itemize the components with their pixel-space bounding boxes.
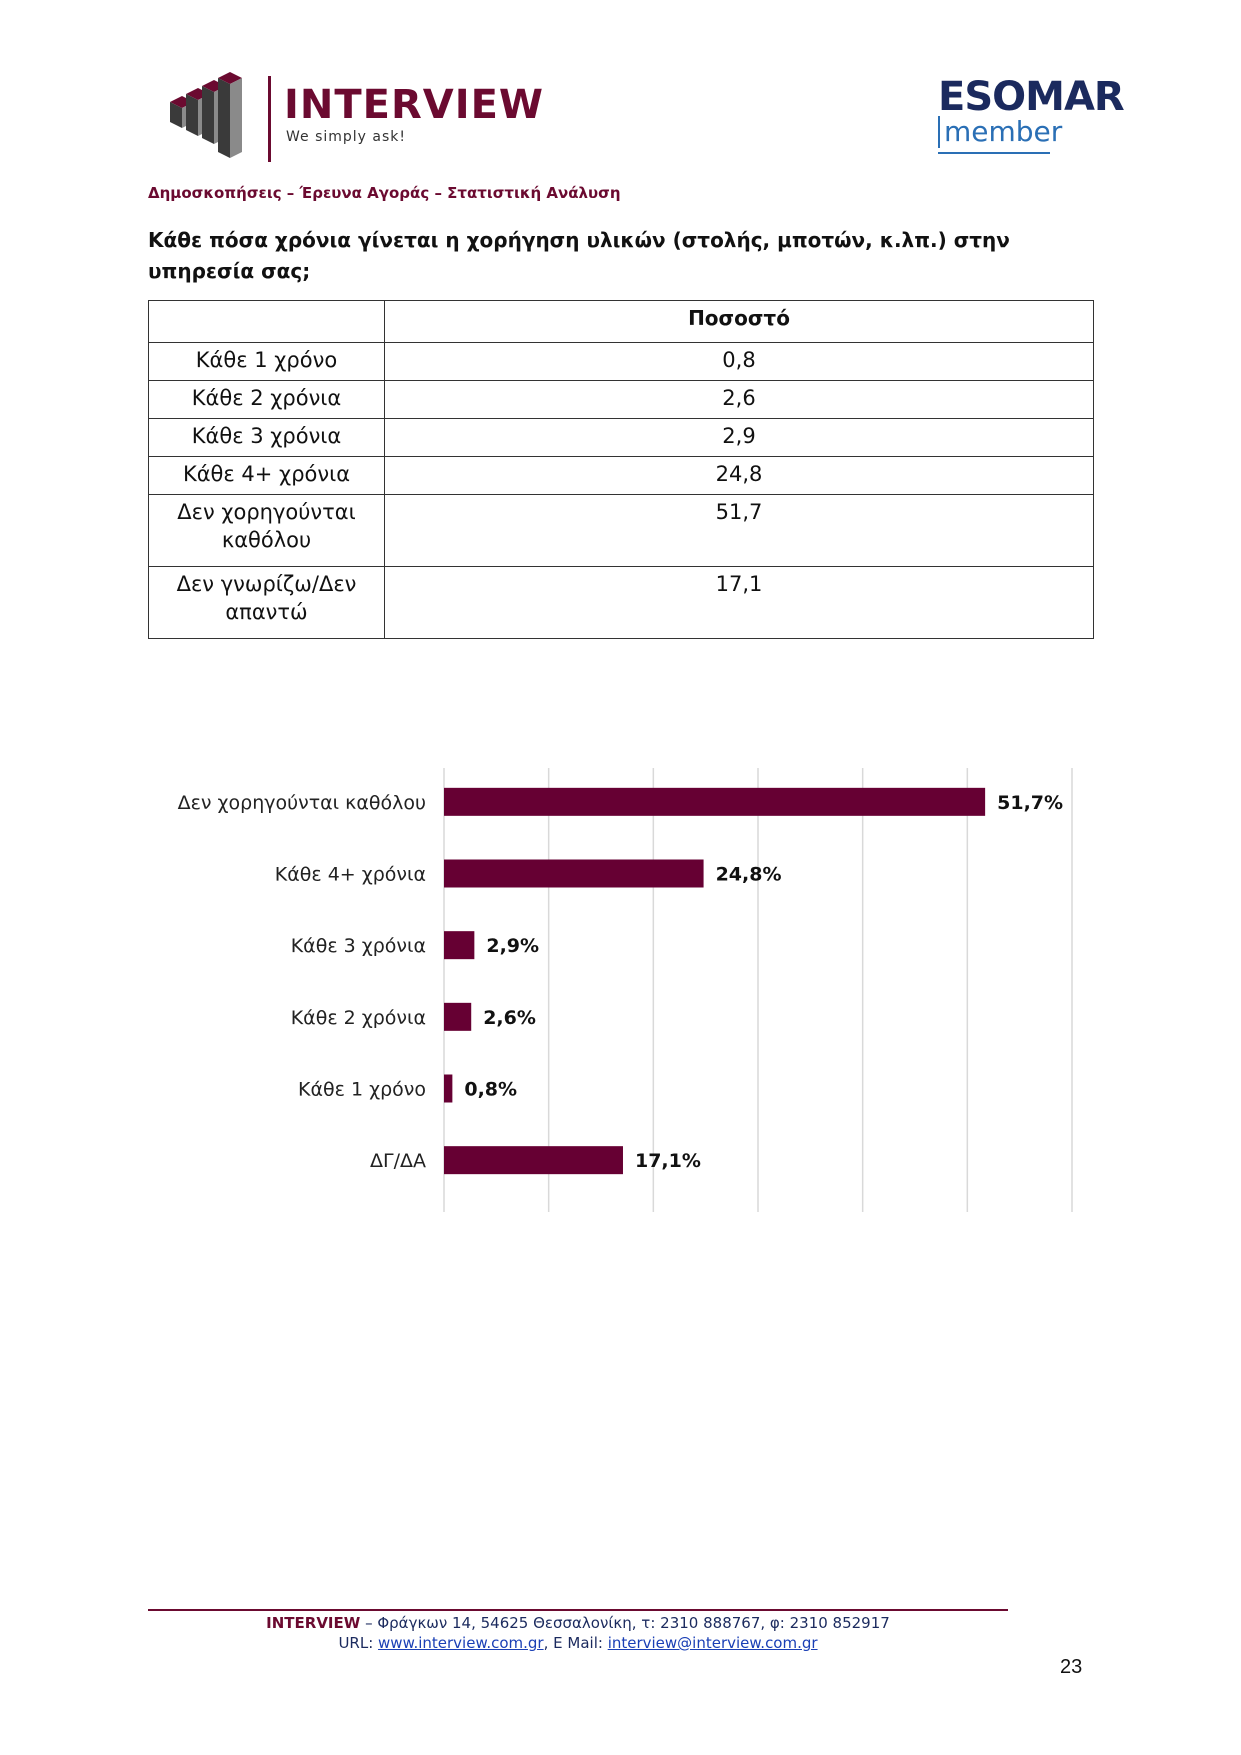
footer-address	[148, 1614, 1008, 1632]
esomar-logo-name: ESOMAR	[938, 74, 1124, 120]
bar	[444, 1146, 623, 1174]
category-label: Κάθε 1 χρόνο	[298, 1078, 426, 1101]
table-row	[149, 567, 1094, 639]
table-row	[149, 457, 1094, 495]
footer-url-link[interactable]: www.interview.com.gr	[378, 1634, 544, 1652]
row-value: 2,6	[385, 381, 1094, 419]
footer-address-text: – Φράγκων 14, 54625 Θεσσαλονίκη, τ: 2310 888767, φ: 2310 852917	[360, 1614, 890, 1632]
row-label: Δεν χορηγούνται καθόλου	[149, 495, 385, 567]
table-header-cell: Ποσοστό	[385, 301, 1094, 343]
row-value: 51,7	[385, 495, 1094, 567]
category-label: Κάθε 3 χρόνια	[290, 935, 426, 958]
question-title: Κάθε πόσα χρόνια γίνεται η χορήγηση υλικών (στολής, μποτών, κ.λπ.) στην υπηρεσία σας;	[148, 228, 1010, 283]
row-label: Κάθε 4+ χρόνια	[149, 457, 385, 495]
brand-tagline: We simply ask!	[286, 129, 407, 145]
table-row	[149, 495, 1094, 567]
footer-divider	[148, 1609, 1008, 1611]
company-subtitle: Δημοσκοπήσεις – Έρευνα Αγοράς – Στατιστική Ανάλυση	[148, 184, 621, 202]
results-table	[148, 300, 1094, 639]
footer-email-label: , E Mail:	[543, 1634, 608, 1652]
row-label: Κάθε 2 χρόνια	[149, 381, 385, 419]
footer-contact	[148, 1634, 1008, 1652]
row-value: 0,8	[385, 343, 1094, 381]
bar	[444, 931, 474, 959]
bar	[444, 1003, 471, 1031]
category-label: Κάθε 2 χρόνια	[290, 1006, 426, 1029]
category-label: Κάθε 4+ χρόνια	[274, 863, 426, 886]
data-label: 51,7%	[997, 791, 1064, 814]
category-label: ΔΓ/ΔΑ	[370, 1150, 426, 1173]
category-label: Δεν χορηγούνται καθόλου	[177, 791, 426, 814]
interview-logo-mark	[168, 72, 260, 164]
table-row	[149, 343, 1094, 381]
row-value: 24,8	[385, 457, 1094, 495]
table-header-cell	[149, 301, 385, 343]
data-label: 2,9%	[486, 935, 540, 958]
row-value: 17,1	[385, 567, 1094, 639]
row-value: 2,9	[385, 419, 1094, 457]
bar-chart	[140, 760, 1090, 1250]
row-label: Κάθε 3 χρόνια	[149, 419, 385, 457]
table-row	[149, 381, 1094, 419]
footer-url-label: URL:	[338, 1634, 379, 1652]
table-header-row	[149, 301, 1094, 343]
esomar-logo-member: member	[938, 116, 1062, 148]
esomar-underline	[938, 152, 1050, 154]
bar	[444, 860, 704, 888]
table-row	[149, 419, 1094, 457]
brand-name: INTERVIEW	[284, 82, 545, 128]
data-label: 24,8%	[715, 863, 782, 886]
footer-company: INTERVIEW	[266, 1614, 361, 1632]
bar	[444, 1075, 452, 1103]
row-label: Δεν γνωρίζω/Δεν απαντώ	[149, 567, 385, 639]
logo-divider	[268, 76, 271, 162]
row-label: Κάθε 1 χρόνο	[149, 343, 385, 381]
footer-email-link[interactable]: interview@interview.com.gr	[607, 1634, 818, 1652]
data-label: 17,1%	[634, 1150, 701, 1173]
data-label: 0,8%	[464, 1078, 518, 1101]
page-number: 23	[1060, 1656, 1083, 1678]
bar	[444, 788, 985, 816]
data-label: 2,6%	[483, 1006, 536, 1029]
